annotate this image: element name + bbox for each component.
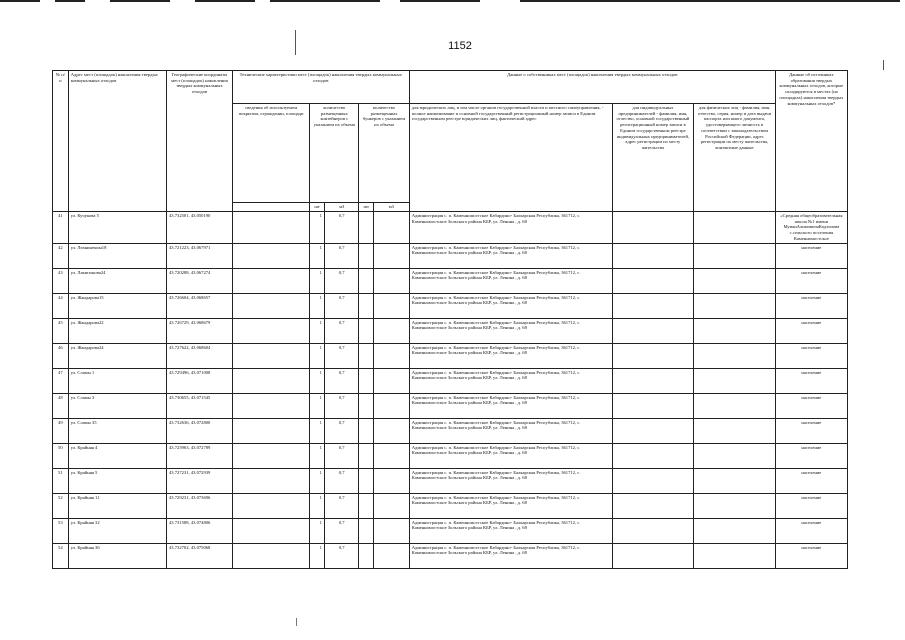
row-ip (612, 418, 694, 443)
table-row (53, 268, 848, 293)
row-num: 45 (53, 318, 69, 343)
row-ip (612, 493, 694, 518)
row-num: 44 (53, 293, 69, 318)
row-bunker-count (359, 518, 374, 543)
row-container-count: 1 (310, 268, 325, 293)
row-coverage (232, 393, 309, 418)
row-container-volume: 0,7 (324, 493, 359, 518)
row-geo: 43.732702, 43.075068 (167, 543, 233, 568)
row-bunker-count (359, 293, 374, 318)
scan-edge-line (110, 0, 170, 2)
row-coverage (232, 368, 309, 393)
header-individual: для физических лиц - фамилия, имя, отчество, серия, номер и дата выдачи паспорта или иного документа, удостоверяющего личность в соответствии с законодательством Российской Федерации, адрес регистрации по месту жительства, контактные данные (694, 104, 776, 212)
row-container-volume: 0,7 (324, 212, 359, 244)
row-geo: 43.732636, 43.072800 (167, 418, 233, 443)
row-coverage (232, 468, 309, 493)
row-num: 46 (53, 343, 69, 368)
row-address: ул. Сламы 35 (68, 418, 166, 443)
row-bunker-count (359, 443, 374, 468)
row-geo: 43.731588, 43.074806 (167, 518, 233, 543)
row-bunker-count (359, 368, 374, 393)
row-bunker-count (359, 318, 374, 343)
row-num: 41 (53, 212, 69, 244)
row-num: 48 (53, 393, 69, 418)
table-row (53, 243, 848, 268)
row-geo: 43.727622, 43.068604 (167, 343, 233, 368)
row-bunker-volume (374, 212, 410, 244)
row-num: 50 (53, 443, 69, 468)
header-unit-m3: м3 (374, 203, 410, 212)
table-row (53, 418, 848, 443)
table-row (53, 543, 848, 568)
row-bunker-volume (374, 443, 410, 468)
row-container-volume: 0,7 (324, 343, 359, 368)
header-empty (232, 203, 309, 212)
row-container-volume: 0,7 (324, 268, 359, 293)
row-container-volume: 0,7 (324, 468, 359, 493)
row-container-volume: 0,7 (324, 518, 359, 543)
row-individual (694, 543, 776, 568)
row-owner: Администрация с. п. Каменномостское Кабардино- Балкарская Республика, 361712, с. Каменномостское Зольского района КБР, ул. Ленина , д. 68 (409, 468, 612, 493)
table-row (53, 443, 848, 468)
row-address: ул. Крайняя 32 (68, 518, 166, 543)
row-source: население (775, 418, 847, 443)
row-geo: 43.729496, 43.071008 (167, 368, 233, 393)
header-ip: для индивидуальных предпринимателей - фамилия, имя, отчество, основной государственный регистрационный номер записи в Едином государственном реестре индивидуальных предпринимателей, адрес регистрации по месту жительства (612, 104, 694, 212)
row-num: 47 (53, 368, 69, 393)
row-num: 42 (53, 243, 69, 268)
row-bunker-count (359, 268, 374, 293)
row-container-volume: 0,7 (324, 318, 359, 343)
table-row (53, 518, 848, 543)
row-source: население (775, 268, 847, 293)
row-source: население (775, 493, 847, 518)
row-coverage (232, 268, 309, 293)
scan-mark (295, 30, 296, 55)
scan-edge-line (270, 0, 380, 2)
row-coverage (232, 443, 309, 468)
row-address: ул. Крайняя 11 (68, 493, 166, 518)
row-bunker-count (359, 493, 374, 518)
header-num: № п/п (53, 71, 69, 212)
row-source: население (775, 468, 847, 493)
row-container-count: 1 (310, 212, 325, 244)
row-owner: Администрация с. п. Каменномостское Кабардино- Балкарская Республика, 361712, с. Каменномостское Зольского района КБР, ул. Ленина , д. 68 (409, 493, 612, 518)
row-ip (612, 268, 694, 293)
row-container-count: 1 (310, 443, 325, 468)
scan-edge-line (520, 0, 900, 2)
row-owner: Администрация с. п. Каменномостское Кабардино- Балкарская Республика, 361712, с. Каменномостское Зольского района КБР, ул. Ленина , д. 68 (409, 212, 612, 244)
row-bunker-volume (374, 343, 410, 368)
row-individual (694, 418, 776, 443)
row-ip (612, 318, 694, 343)
row-owner: Администрация с. п. Каменномостское Кабардино- Балкарская Республика, 361712, с. Каменномостское Зольского района КБР, ул. Ленина , д. 68 (409, 543, 612, 568)
row-source: население (775, 543, 847, 568)
row-individual (694, 468, 776, 493)
row-bunker-volume (374, 243, 410, 268)
row-num: 52 (53, 493, 69, 518)
row-owner: Администрация с. п. Каменномостское Кабардино- Балкарская Республика, 361712, с. Каменномостское Зольского района КБР, ул. Ленина , д. 68 (409, 418, 612, 443)
row-coverage (232, 318, 309, 343)
table-row (53, 393, 848, 418)
row-individual (694, 293, 776, 318)
row-individual (694, 518, 776, 543)
row-bunker-count (359, 243, 374, 268)
header-unit-pcs: шт (359, 203, 374, 212)
row-individual (694, 393, 776, 418)
row-address: ул. Крайняя 36 (68, 543, 166, 568)
row-bunker-volume (374, 493, 410, 518)
table-row (53, 212, 848, 244)
row-container-volume: 0,7 (324, 443, 359, 468)
row-num: 43 (53, 268, 69, 293)
row-ip (612, 543, 694, 568)
row-geo: 43.726729, 43.068679 (167, 318, 233, 343)
row-ip (612, 393, 694, 418)
row-coverage (232, 518, 309, 543)
row-address: ул. Крайняя 5 (68, 468, 166, 493)
row-individual (694, 318, 776, 343)
row-bunker-count (359, 418, 374, 443)
row-coverage (232, 418, 309, 443)
row-bunker-volume (374, 468, 410, 493)
header-unit-m3: м3 (324, 203, 359, 212)
row-individual (694, 268, 776, 293)
row-owner: Администрация с. п. Каменномостское Кабардино- Балкарская Республика, 361712, с. Каменномостское Зольского района КБР, ул. Ленина , д. 68 (409, 443, 612, 468)
row-geo: 43.726604, 43.068657 (167, 293, 233, 318)
table-row (53, 468, 848, 493)
row-geo: 43.721223, 43.067971 (167, 243, 233, 268)
row-container-count: 1 (310, 393, 325, 418)
row-container-volume: 0,7 (324, 368, 359, 393)
row-container-count: 1 (310, 293, 325, 318)
row-address: ул. Сламы 1 (68, 368, 166, 393)
row-container-volume: 0,7 (324, 293, 359, 318)
scan-mark (296, 618, 297, 626)
row-address: ул. Жандарова24 (68, 343, 166, 368)
row-container-volume: 0,7 (324, 393, 359, 418)
header-unit-pcs: шт (310, 203, 325, 212)
row-bunker-volume (374, 543, 410, 568)
row-container-count: 1 (310, 318, 325, 343)
row-source: население (775, 318, 847, 343)
row-container-count: 1 (310, 343, 325, 368)
row-num: 49 (53, 418, 69, 443)
row-address: ул. Жандарова22 (68, 318, 166, 343)
row-individual (694, 212, 776, 244)
row-container-volume: 0,7 (324, 543, 359, 568)
row-geo: 43.727231, 43.072939 (167, 468, 233, 493)
row-container-count: 1 (310, 543, 325, 568)
row-geo: 43.729231, 43.073696 (167, 493, 233, 518)
row-address: ул. Жандарова15 (68, 293, 166, 318)
header-address: Адрес мест (площадок) накопления твердых коммунальных отходов (68, 71, 166, 212)
row-owner: Администрация с. п. Каменномостское Кабардино- Балкарская Республика, 361712, с. Каменномостское Зольского района КБР, ул. Ленина , д. 68 (409, 343, 612, 368)
row-coverage (232, 543, 309, 568)
row-coverage (232, 293, 309, 318)
row-source: «Средняя общеобразовательная школа №1 имени МуиаиАлимовичаКодзоиова с.сельского поселения Каменномостское (775, 212, 847, 244)
scan-edge-line (195, 0, 255, 2)
row-ip (612, 243, 694, 268)
header-sources: Данные об источниках образования твердых коммунальных отходов, которые складируются в местах (на площадках) накопления твердых коммунальных отходов* (775, 71, 847, 212)
row-address: ул. Сламы 3 (68, 393, 166, 418)
header-tech: Технические характеристики мест (площадок) накопления твердых коммунальных отходов (232, 71, 409, 104)
header-owners: Данные о собственниках мест (площадок) накопления твердых коммунальных отходов (409, 71, 775, 104)
scan-edge-line (0, 0, 40, 2)
page-number: 1152 (448, 40, 472, 52)
header-coverage: сведения об используемом покрытии, ограждении, площади (232, 104, 309, 203)
row-source: население (775, 393, 847, 418)
row-bunker-volume (374, 368, 410, 393)
row-coverage (232, 493, 309, 518)
row-bunker-volume (374, 518, 410, 543)
row-geo: 43.730655, 43.071545 (167, 393, 233, 418)
header-bunkers: количество размещенных бункеров с указанием их объема (359, 104, 409, 203)
row-bunker-count (359, 212, 374, 244)
row-individual (694, 243, 776, 268)
scan-edge-line (400, 0, 480, 2)
row-bunker-count (359, 543, 374, 568)
row-source: население (775, 443, 847, 468)
row-coverage (232, 343, 309, 368)
row-ip (612, 443, 694, 468)
table-row (53, 318, 848, 343)
row-coverage (232, 212, 309, 244)
row-container-volume: 0,7 (324, 243, 359, 268)
row-owner: Администрация с. п. Каменномостское Кабардино- Балкарская Республика, 361712, с. Каменномостское Зольского района КБР, ул. Ленина , д. 68 (409, 368, 612, 393)
row-individual (694, 443, 776, 468)
row-individual (694, 368, 776, 393)
row-address: ул. Кучукова 5 (68, 212, 166, 244)
row-container-count: 1 (310, 493, 325, 518)
row-address: ул. Крайняя 4 (68, 443, 166, 468)
row-bunker-volume (374, 293, 410, 318)
row-ip (612, 293, 694, 318)
row-source: население (775, 343, 847, 368)
row-container-volume: 0,7 (324, 418, 359, 443)
table-row (53, 493, 848, 518)
row-geo: 43.725963, 43.072789 (167, 443, 233, 468)
row-num: 53 (53, 518, 69, 543)
row-ip (612, 468, 694, 493)
waste-sites-register-table (52, 70, 848, 569)
row-bunker-volume (374, 393, 410, 418)
row-owner: Администрация с. п. Каменномостское Кабардино- Балкарская Республика, 361712, с. Каменномостское Зольского района КБР, ул. Ленина , д. 68 (409, 393, 612, 418)
row-source: население (775, 243, 847, 268)
header-containers: количество размещенных контейнеров с указанием их объема (310, 104, 359, 203)
table-row (53, 343, 848, 368)
row-ip (612, 368, 694, 393)
row-container-count: 1 (310, 518, 325, 543)
row-container-count: 1 (310, 368, 325, 393)
row-address: ул. Леанинекиы18 (68, 243, 166, 268)
row-bunker-count (359, 393, 374, 418)
scan-edge-line (55, 0, 85, 2)
row-container-count: 1 (310, 468, 325, 493)
table-row (53, 368, 848, 393)
row-geo: 43.720288, 43.067274 (167, 268, 233, 293)
row-container-count: 1 (310, 418, 325, 443)
row-source: население (775, 368, 847, 393)
row-owner: Администрация с. п. Каменномостское Кабардино- Балкарская Республика, 361712, с. Каменномостское Зольского района КБР, ул. Ленина , д. 68 (409, 518, 612, 543)
row-source: население (775, 293, 847, 318)
row-individual (694, 343, 776, 368)
row-container-count: 1 (310, 243, 325, 268)
row-bunker-count (359, 343, 374, 368)
row-bunker-volume (374, 318, 410, 343)
table-row (53, 293, 848, 318)
row-owner: Администрация с. п. Каменномостское Кабардино- Балкарская Республика, 361712, с. Каменномостское Зольского района КБР, ул. Ленина , д. 68 (409, 318, 612, 343)
row-owner: Администрация с. п. Каменномостское Кабардино- Балкарская Республика, 361712, с. Каменномостское Зольского района КБР, ул. Ленина , д. 68 (409, 293, 612, 318)
row-ip (612, 343, 694, 368)
scan-mark (883, 60, 884, 70)
row-address: ул. Лакипонова24 (68, 268, 166, 293)
row-num: 51 (53, 468, 69, 493)
row-bunker-count (359, 468, 374, 493)
row-owner: Администрация с. п. Каменномостское Кабардино- Балкарская Республика, 361712, с. Каменномостское Зольского района КБР, ул. Ленина , д. 68 (409, 268, 612, 293)
header-legal: для юридических лиц, в том числе органов государственной власти и местного самоуправления, - полное наименование и основной государственный регистрационный номер записи в Едином государственном реестре юридических лиц, фактический адрес (409, 104, 612, 212)
row-ip (612, 518, 694, 543)
row-ip (612, 212, 694, 244)
row-num: 54 (53, 543, 69, 568)
row-coverage (232, 243, 309, 268)
row-bunker-volume (374, 268, 410, 293)
row-source: население (775, 518, 847, 543)
header-geo: Географические координаты мест (площадок) накопления твердых коммунальных отходов (167, 71, 233, 212)
row-individual (694, 493, 776, 518)
row-owner: Администрация с. п. Каменномостское Кабардино- Балкарская Республика, 361712, с. Каменномостское Зольского района КБР, ул. Ленина , д. 68 (409, 243, 612, 268)
row-bunker-volume (374, 418, 410, 443)
row-geo: 43.732501, 43.050190 (167, 212, 233, 244)
